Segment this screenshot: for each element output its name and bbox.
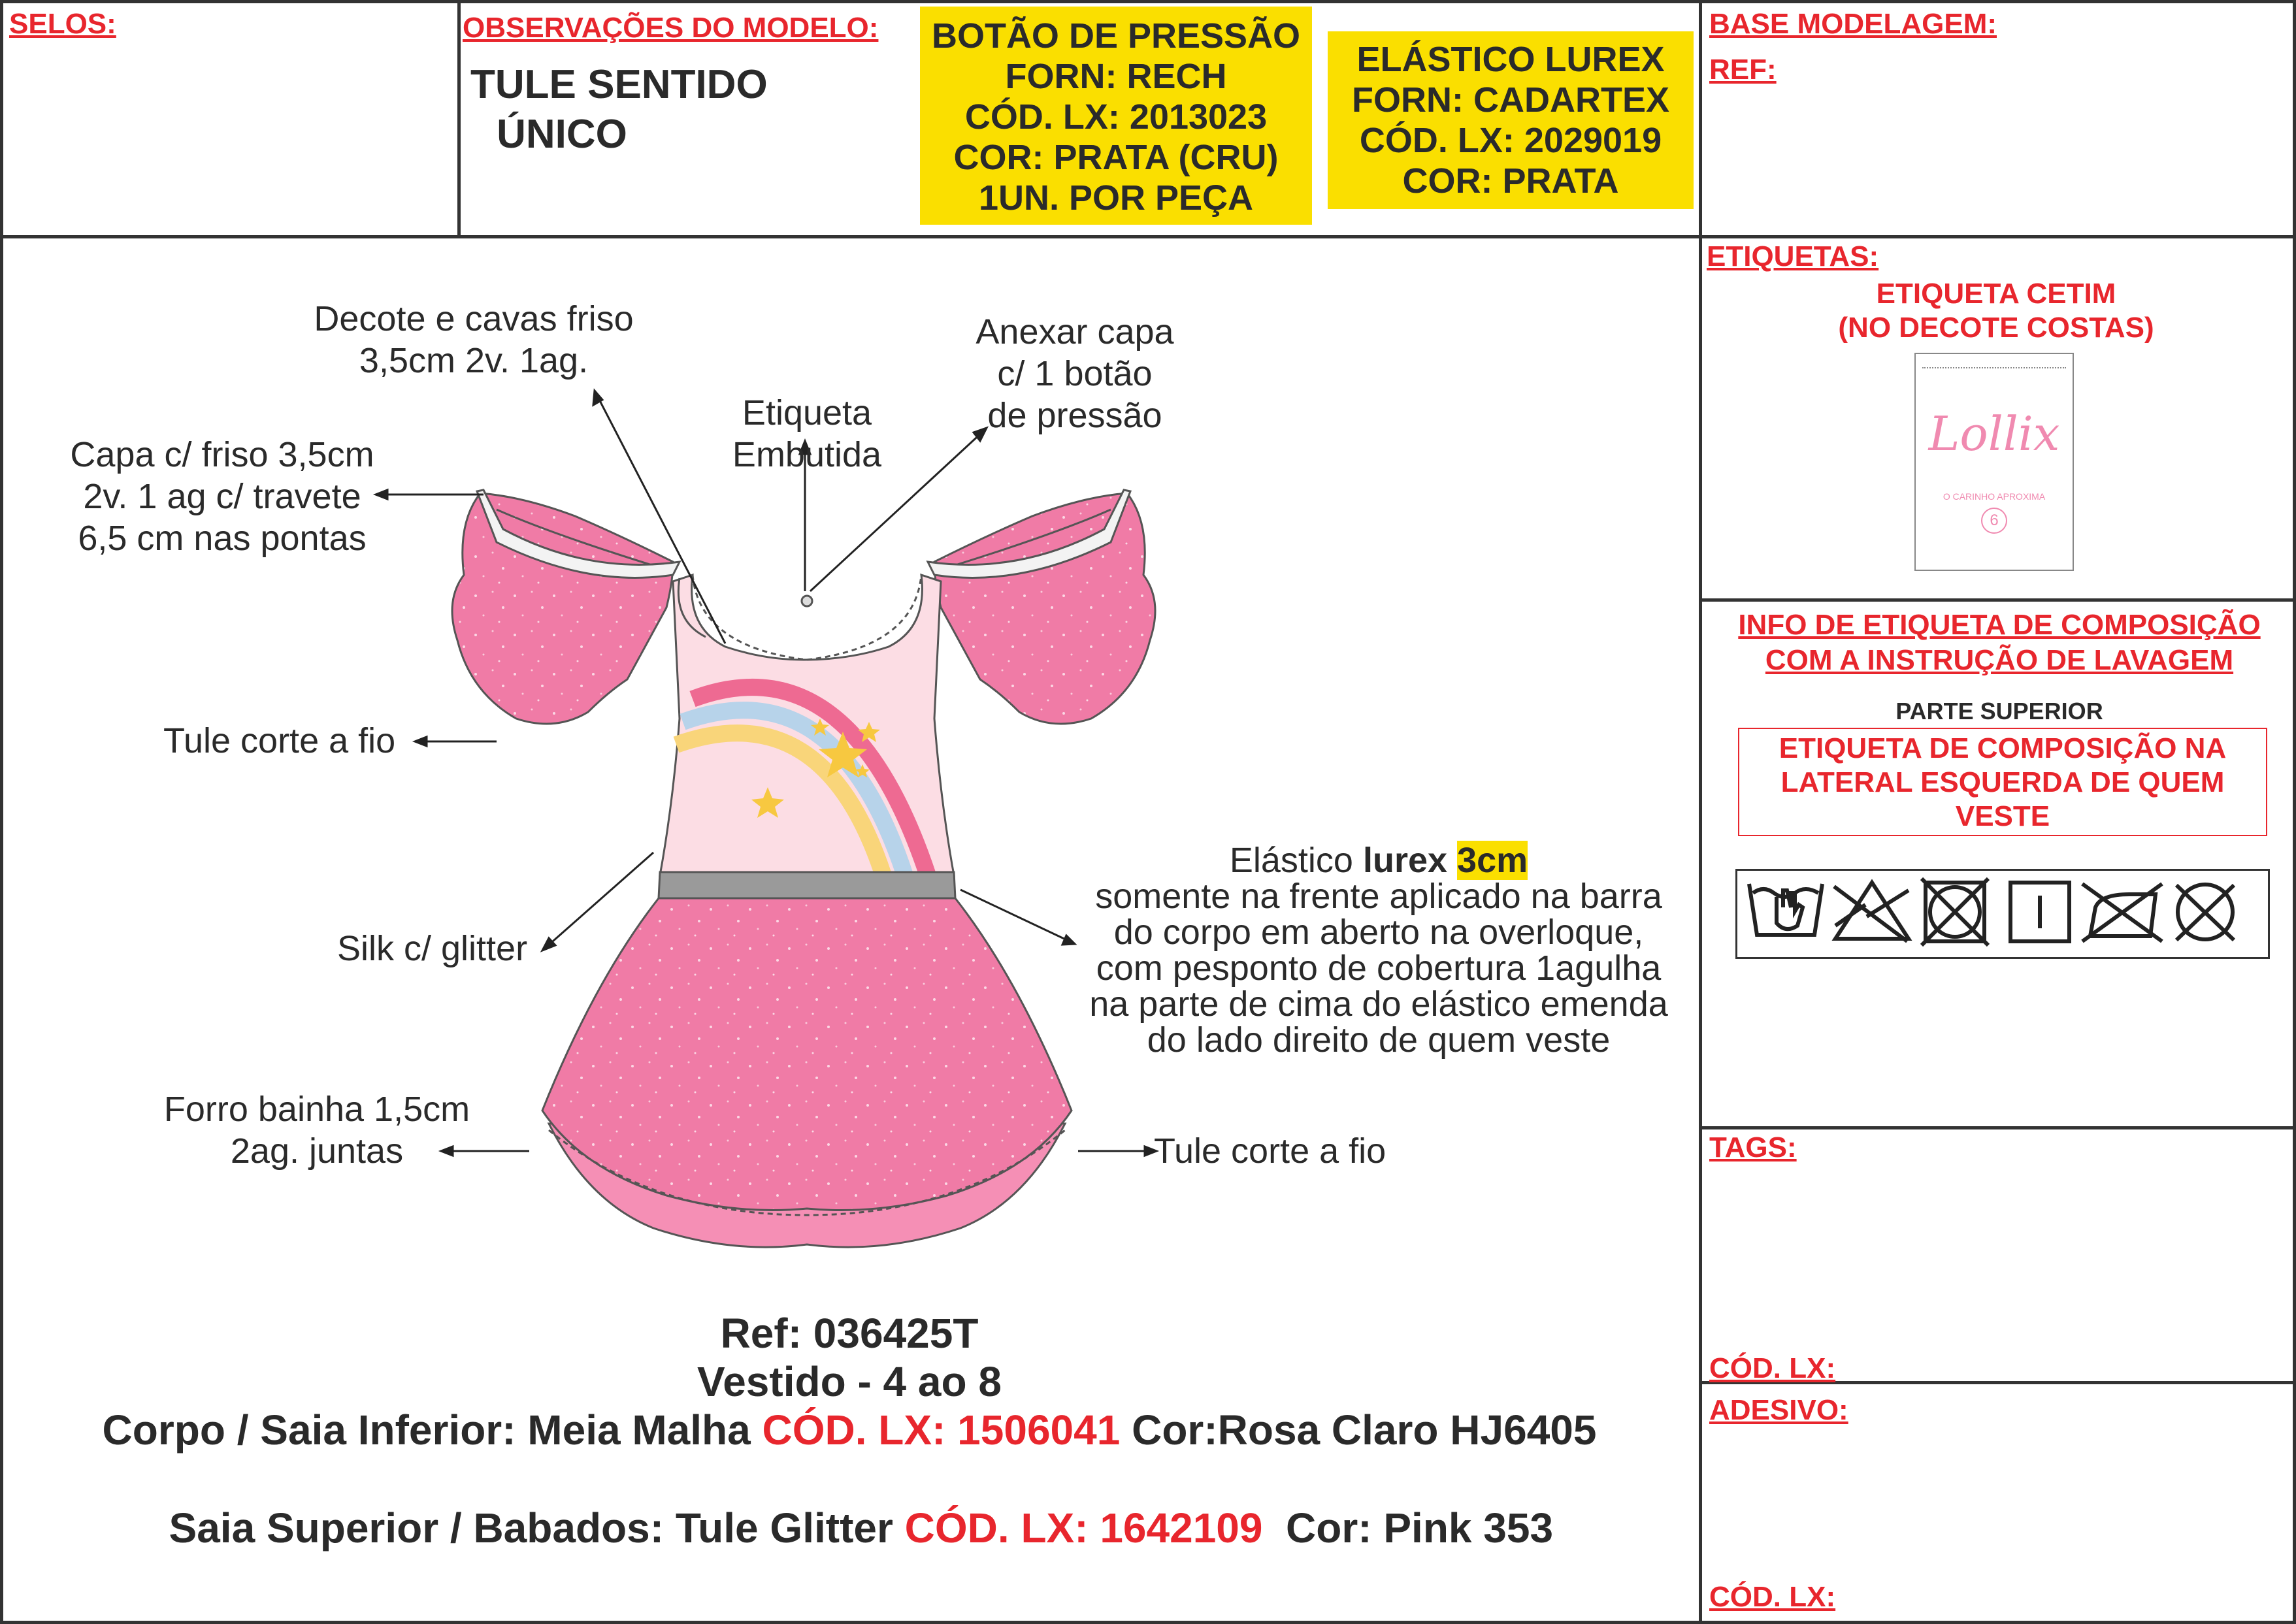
sidebar-divider-2 [1699, 598, 2296, 602]
elastico-line: CÓD. LX: 2029019 [1359, 121, 1662, 160]
elastico-highlight: 3cm [1457, 841, 1528, 880]
botao-pressao-box [920, 7, 1312, 225]
callout-etiqueta [712, 392, 902, 476]
selos-title: SELOS: [9, 8, 116, 40]
info-title-line: COM A INSTRUÇÃO DE LAVAGEM [1765, 644, 2234, 676]
callout-elastico [1058, 843, 1699, 1058]
obs-text-line: TULE SENTIDO [470, 62, 768, 107]
label-brand: Lollix [1928, 406, 2060, 461]
elastico-prefix: Elástico [1229, 841, 1363, 880]
no-iron-icon [2082, 884, 2162, 941]
adesivo-title: ADESIVO: [1709, 1394, 1848, 1426]
elastico-heading [1058, 843, 1699, 879]
parte-superior: PARTE SUPERIOR [1895, 698, 2103, 724]
base-modelagem-title: BASE MODELAGEM: [1709, 8, 1997, 40]
obs-text-line: ÚNICO [497, 112, 627, 157]
callout-decote [301, 298, 647, 382]
elastico-line: ELÁSTICO LUREX [1356, 40, 1665, 79]
botao-line: COR: PRATA (CRU) [953, 138, 1279, 177]
no-tumble-dry-icon [1922, 879, 1988, 945]
no-dry-clean-icon [2176, 885, 2234, 940]
callout-line: somente na frente aplicado na barra [1095, 877, 1662, 916]
tulle-skirt [542, 898, 1072, 1210]
botao-line: CÓD. LX: 2013023 [964, 97, 1268, 137]
label-size: 6 [1981, 508, 2007, 534]
botao-line: FORN: RECH [1005, 57, 1227, 96]
corpo-color: Cor:Rosa Claro HJ6405 [1120, 1406, 1597, 1453]
footer-saia [0, 1455, 1699, 1552]
footer-corpo [0, 1406, 1699, 1454]
callout-tule-right: Tule corte a fio [1154, 1131, 1386, 1171]
cod-lx-tags: CÓD. LX: [1709, 1352, 1836, 1384]
saia-text: Saia Superior / Babados: Tule Glitter [169, 1504, 905, 1551]
callout-tule-left: Tule corte a fio [163, 721, 396, 760]
sidebar-divider-3 [1699, 1126, 2296, 1129]
callout-silk: Silk c/ glitter [337, 929, 528, 968]
elastico-bold: lurex [1362, 841, 1448, 880]
corpo-code: CÓD. LX: 1506041 [762, 1406, 1121, 1453]
botao-line: BOTÃO DE PRESSÃO [931, 16, 1301, 56]
composicao-line: ETIQUETA DE COMPOSIÇÃO NA [1779, 732, 2227, 764]
line-dry-icon [2010, 883, 2069, 941]
elastico-lurex-box [1328, 31, 1694, 209]
callout-line: Decote e cavas friso [314, 299, 634, 338]
etiqueta-cetim-line: (NO DECOTE COSTAS) [1838, 312, 2154, 344]
cod-lx-adesivo: CÓD. LX: [1709, 1581, 1836, 1613]
elastico-line: FORN: CADARTEX [1352, 80, 1669, 120]
info-title-line: INFO DE ETIQUETA DE COMPOSIÇÃO [1738, 609, 2261, 641]
callout-line: Etiqueta [742, 393, 872, 432]
callout-line: 2ag. juntas [230, 1131, 404, 1171]
info-etiqueta-title [1705, 608, 2293, 678]
callout-line: do corpo em aberto na overloque, [1113, 913, 1644, 952]
callout-line: Forro bainha 1,5cm [163, 1090, 470, 1129]
callout-line: 3,5cm 2v. 1ag. [359, 341, 589, 380]
saia-color: Cor: Pink 353 [1262, 1504, 1554, 1551]
callout-line: Capa c/ friso 3,5cm [70, 435, 374, 474]
callout-line: com pesponto de cobertura 1agulha [1096, 949, 1662, 988]
botao-line: 1UN. POR PEÇA [978, 178, 1254, 218]
obs-text [470, 60, 768, 159]
footer-ref: Ref: 036425T [720, 1310, 979, 1357]
label-tagline: O CARINHO APROXIMA [1943, 491, 2046, 502]
elastico-line: COR: PRATA [1402, 161, 1619, 201]
no-bleach-icon [1834, 883, 1909, 941]
callout-line: de pressão [987, 396, 1162, 435]
callout-line: na parte de cima do elástico emenda [1089, 984, 1668, 1024]
sidebar-divider-1 [1699, 235, 2296, 238]
etiqueta-cetim-text [1764, 277, 2228, 345]
care-instructions [1735, 869, 2270, 959]
composicao-line: LATERAL ESQUERDA DE QUEM [1780, 766, 2225, 798]
callout-line: Anexar capa [976, 312, 1174, 351]
saia-code: CÓD. LX: 1642109 [904, 1504, 1263, 1551]
tags-title: TAGS: [1709, 1131, 1797, 1163]
callout-forro [157, 1088, 477, 1172]
callout-capa [52, 434, 392, 559]
care-symbols [1737, 871, 2268, 957]
right-ruffle-sleeve [934, 493, 1155, 724]
corpo-text: Corpo / Saia Inferior: Meia Malha [102, 1406, 763, 1453]
lurex-elastic [659, 872, 955, 898]
left-ruffle-sleeve [452, 493, 673, 724]
callout-line: 6,5 cm nas pontas [78, 519, 367, 558]
callout-line: Embutida [732, 435, 882, 474]
callout-line: do lado direito de quem veste [1147, 1020, 1611, 1060]
selos-divider [457, 0, 461, 236]
ref-title: REF: [1709, 54, 1777, 86]
snap-button [802, 596, 812, 606]
composicao-line: VESTE [1955, 800, 2050, 832]
composicao-box [1738, 728, 2267, 836]
callout-line: c/ 1 botão [997, 354, 1153, 393]
hand-wash-icon [1749, 884, 1822, 935]
footer-vestido: Vestido - 4 ao 8 [697, 1358, 1002, 1405]
callout-anexar [960, 311, 1189, 436]
etiqueta-cetim-line: ETIQUETA CETIM [1876, 278, 2116, 310]
satin-label [1914, 353, 2074, 571]
callout-line: 2v. 1 ag c/ travete [83, 477, 361, 516]
etiquetas-title: ETIQUETAS: [1707, 240, 1879, 272]
obs-title: OBSERVAÇÕES DO MODELO: [463, 12, 879, 44]
